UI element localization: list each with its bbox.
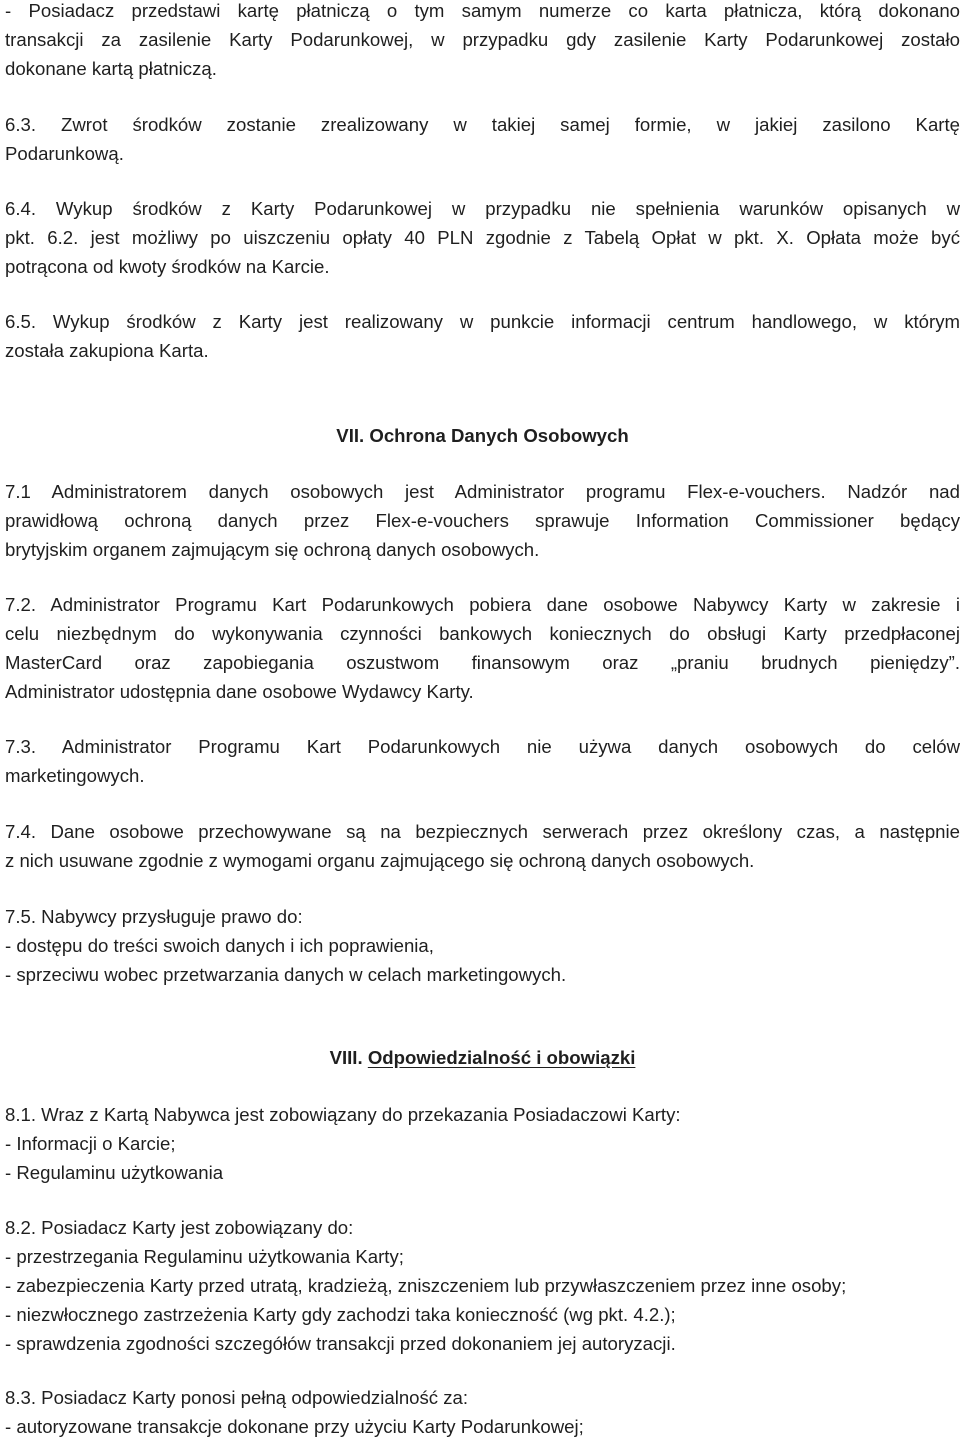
section-heading-viii-number: VIII. bbox=[329, 1047, 363, 1068]
paragraph-7-4 bbox=[5, 817, 960, 875]
text-line: - Posiadacz przedstawi kartę płatniczą o tym samym numerze co karta płatnicza, którą dokonano bbox=[5, 0, 960, 21]
text-line: Podarunkową. bbox=[5, 143, 124, 164]
text-line: potrącona od kwoty środków na Karcie. bbox=[5, 256, 330, 277]
paragraph-intro bbox=[5, 0, 960, 83]
text-line: 7.5. Nabywcy przysługuje prawo do: bbox=[5, 906, 303, 927]
paragraph-8-1 bbox=[5, 1100, 960, 1187]
paragraph-6-4 bbox=[5, 194, 960, 281]
paragraph-6-3 bbox=[5, 110, 960, 168]
text-line: brytyjskim organem zajmującym się ochroną danych osobowych. bbox=[5, 539, 540, 560]
text-line: 8.3. Posiadacz Karty ponosi pełną odpowiedzialność za: bbox=[5, 1387, 469, 1408]
list-item: - autoryzowane transakcje dokonane przy użyciu Karty Podarunkowej; bbox=[5, 1416, 584, 1437]
text-line: celu niezbędnym do wykonywania czynności bankowych koniecznych do obsługi Karty przedpłaconej bbox=[5, 623, 960, 644]
list-item: - przestrzegania Regulaminu użytkowania Karty; bbox=[5, 1246, 404, 1267]
section-heading-viii bbox=[5, 1043, 960, 1072]
list-item: - Informacji o Karcie; bbox=[5, 1133, 176, 1154]
text-line: 6.4. Wykup środków z Karty Podarunkowej w przypadku nie spełnienia warunków opisanych w bbox=[5, 198, 960, 219]
text-line: MasterCard oraz zapobiegania oszustwom finansowym oraz „praniu brudnych pieniędzy”. bbox=[5, 652, 960, 673]
paragraph-8-3 bbox=[5, 1383, 960, 1441]
text-line: 8.2. Posiadacz Karty jest zobowiązany do: bbox=[5, 1217, 354, 1238]
paragraph-7-1 bbox=[5, 477, 960, 564]
section-heading-vii: VII. Ochrona Danych Osobowych bbox=[336, 425, 629, 446]
text-line: marketingowych. bbox=[5, 765, 145, 786]
list-item: - zabezpieczenia Karty przed utratą, kradzieżą, zniszczeniem lub przywłaszczeniem przez inne osoby; bbox=[5, 1275, 847, 1296]
paragraph-8-2 bbox=[5, 1213, 960, 1358]
text-line: dokonane kartą płatniczą. bbox=[5, 58, 217, 79]
text-line: transakcji za zasilenie Karty Podarunkowej, w przypadku gdy zasilenie Karty Podarunkowej zostało bbox=[5, 29, 960, 50]
list-item: - sprzeciwu wobec przetwarzania danych w celach marketingowych. bbox=[5, 964, 567, 985]
text-line: Administrator udostępnia dane osobowe Wydawcy Karty. bbox=[5, 681, 474, 702]
text-line: 7.1 Administratorem danych osobowych jest Administrator programu Flex-e-vouchers. Nadzór nad bbox=[5, 481, 960, 502]
paragraph-6-5 bbox=[5, 307, 960, 365]
text-line: 7.3. Administrator Programu Kart Podarunkowych nie używa danych osobowych do celów bbox=[5, 736, 960, 757]
text-line: 7.4. Dane osobowe przechowywane są na bezpiecznych serwerach przez określony czas, a następnie bbox=[5, 821, 960, 842]
list-item: - sprawdzenia zgodności szczegółów transakcji przed dokonaniem jej autoryzacji. bbox=[5, 1333, 676, 1354]
text-line: 6.5. Wykup środków z Karty jest realizowany w punkcie informacji centrum handlowego, w którym bbox=[5, 311, 960, 332]
paragraph-7-2 bbox=[5, 590, 960, 706]
text-line: została zakupiona Karta. bbox=[5, 340, 209, 361]
text-line: 7.2. Administrator Programu Kart Podarunkowych pobiera dane osobowe Nabywcy Karty w zakresie i bbox=[5, 594, 960, 615]
text-line: pkt. 6.2. jest możliwy po uiszczeniu opłaty 40 PLN zgodnie z Tabelą Opłat w pkt. X. Opłata może być bbox=[5, 227, 960, 248]
text-line: z nich usuwane zgodnie z wymogami organu zajmującego się ochroną danych osobowych. bbox=[5, 850, 755, 871]
section-heading-viii-title: Odpowiedzialność i obowiązki bbox=[367, 1047, 636, 1068]
paragraph-7-5 bbox=[5, 902, 960, 989]
list-item: - niezwłocznego zastrzeżenia Karty gdy zachodzi taka konieczność (wg pkt. 4.2.); bbox=[5, 1304, 676, 1325]
list-item: - Regulaminu użytkowania bbox=[5, 1162, 224, 1183]
text-line: 8.1. Wraz z Kartą Nabywca jest zobowiązany do przekazania Posiadaczowi Karty: bbox=[5, 1104, 681, 1125]
text-line: prawidłową ochroną danych przez Flex-e-vouchers sprawuje Information Commissioner będący bbox=[5, 510, 960, 531]
text-line: 6.3. Zwrot środków zostanie zrealizowany w takiej samej formie, w jakiej zasilono Kartę bbox=[5, 114, 960, 135]
paragraph-7-3 bbox=[5, 732, 960, 790]
list-item: - dostępu do treści swoich danych i ich poprawienia, bbox=[5, 935, 434, 956]
